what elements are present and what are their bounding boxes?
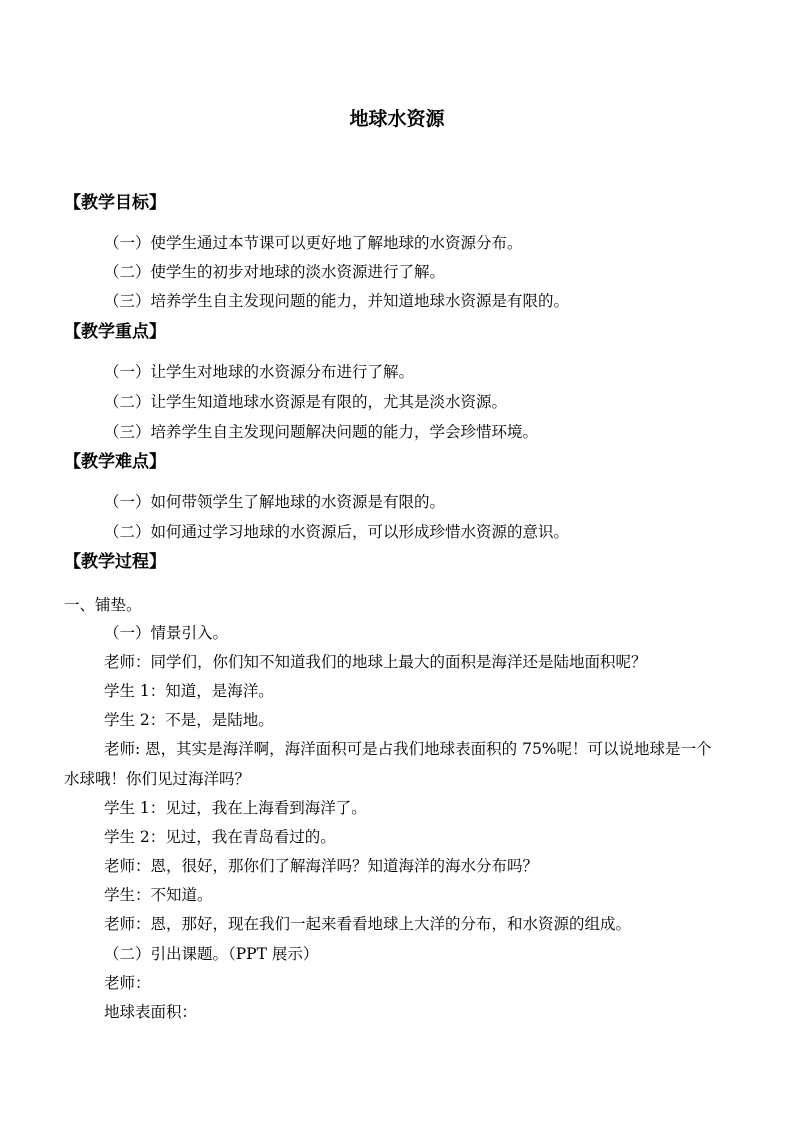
difficulty-item: （二）如何通过学习地球的水资源后，可以形成珍惜水资源的意识。 <box>104 523 570 541</box>
process-line: 学生 2：见过，我在青岛看过的。 <box>104 828 336 846</box>
process-line: 学生 1：知道，是海洋。 <box>104 682 274 700</box>
process-line: 水球哦！你们见过海洋吗？ <box>64 770 251 788</box>
process-line: 老师: 恩，其实是海洋啊，海洋面积可是占我们地球表面积的 75%呢！可以说地球是一个 <box>104 740 712 758</box>
document-title: 地球水资源 <box>349 108 445 130</box>
section-heading-key-points: 【教学重点】 <box>64 322 166 342</box>
objective-item: （一）使学生通过本节课可以更好地了解地球的水资源分布。 <box>104 234 523 252</box>
section-heading-difficulties: 【教学难点】 <box>64 452 166 472</box>
process-line: 学生 2：不是，是陆地。 <box>104 711 274 729</box>
process-line: 学生：不知道。 <box>104 886 213 904</box>
process-line: 学生 1：见过，我在上海看到海洋了。 <box>104 799 367 817</box>
process-line: （一）情景引入。 <box>104 624 229 642</box>
process-line: 老师： <box>104 974 151 992</box>
process-line: （二）引出课题。（PPT 展示） <box>104 945 319 963</box>
process-line: 老师：同学们，你们知不知道我们的地球上最大的面积是海洋还是陆地面积呢？ <box>104 653 647 671</box>
section-heading-objectives: 【教学目标】 <box>64 193 166 213</box>
process-part-heading: 一、铺垫。 <box>64 596 142 614</box>
section-heading-process: 【教学过程】 <box>64 552 166 572</box>
process-line: 老师：恩，很好，那你们了解海洋吗？知道海洋的海水分布吗？ <box>104 857 539 875</box>
key-point-item: （一）让学生对地球的水资源分布进行了解。 <box>104 363 415 381</box>
process-line: 老师：恩，那好，现在我们一起来看看地球上大洋的分布，和水资源的组成。 <box>104 915 632 933</box>
objective-item: （三）培养学生自主发现问题的能力，并知道地球水资源是有限的。 <box>104 292 570 310</box>
difficulty-item: （一）如何带领学生了解地球的水资源是有限的。 <box>104 493 446 511</box>
objective-item: （二）使学生的初步对地球的淡水资源进行了解。 <box>104 263 446 281</box>
key-point-item: （三）培养学生自主发现问题解决问题的能力，学会珍惜环境。 <box>104 423 539 441</box>
process-line: 地球表面积： <box>104 1003 198 1021</box>
key-point-item: （二）让学生知道地球水资源是有限的，尤其是淡水资源。 <box>104 393 508 411</box>
